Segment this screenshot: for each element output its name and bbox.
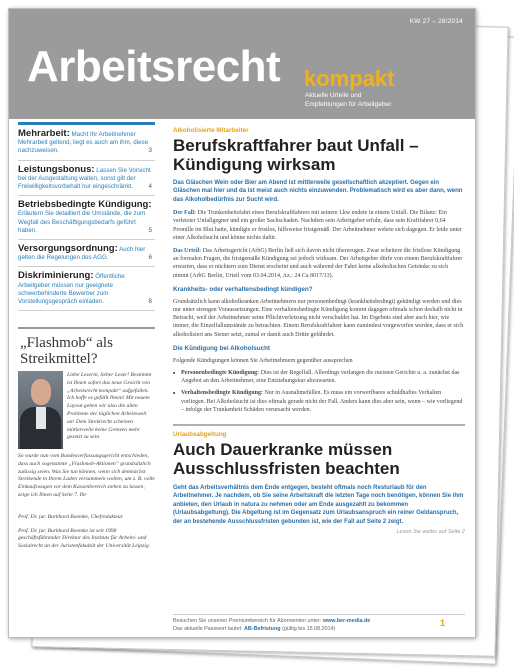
masthead-subtitle: Aktuelle Urteile und Empfehlungen für Arbeitgeber (305, 92, 392, 108)
article-paragraph: Folgende Kündigungen können Sie Arbeitnehmern gegenüber aussprechen (173, 357, 353, 364)
article-headline: Berufskraftfahrer baut Unfall – Kündigung wirksam (173, 136, 419, 174)
toc-page-number: 3 (148, 147, 152, 155)
premium-url-link[interactable]: www.ber-media.de (322, 618, 371, 624)
section-divider (173, 424, 465, 426)
editorial-box (18, 327, 155, 634)
toc-item[interactable]: Diskriminierung: Öffentliche Arbeitgeber müssen nur geeignete schwerbehinderte Bewerber zum Vorstellungsgespräch einladen. 8 (18, 267, 155, 311)
editorial-title: „Flashmob“ als Streikmittel? (20, 335, 113, 367)
editorial-signature: Prof. Dr. jur. Burkhard Boemke, Chefredakteur (18, 513, 123, 520)
editorial-text-right: Liebe Leserin, lieber Leser! Bestimmt ist Ihnen sofort das neue Gesicht von „Arbeitsrecht kompakt“ aufgefallen. Ich hoffe es gefällt Ihnen! Mit neuem Layout geben wir also die alten Probleme der täglichen Arbeitswelt an! Dem Streikrecht scheinen mittlerweile keine Grenzen mehr gesetzt zu sein. (67, 372, 152, 441)
editor-portrait (18, 371, 63, 449)
bullet-item: ■ Verhaltensbedingte Kündigung: Nur in Ausnahmefällen. Es muss ein vorwerfbares schuldhaftes Verhalten vorliegen. Bei Alkoholsucht ist dies oftmals gerade nicht der Fall. Anders kann dies aber sein, wenn – wie vorliegend – infolge der Trunkenheit Schäden verursacht werden. (173, 389, 465, 414)
article-headline: Auch Dauerkranke müssen Ausschlussfristen beachten (173, 440, 400, 479)
page-footer: Besuchen Sie unseren Premiumbereich für Abonnenten unter: www.ber-media.de Das aktuelle Passwort lautet: AB-Befristung (gültig bis 15.08.2014) 1 (173, 614, 465, 633)
masthead-title: Arbeitsrecht (27, 42, 281, 91)
table-of-contents (18, 122, 155, 311)
toc-item[interactable]: Mehrarbeit: Macht Ihr Arbeitnehmer Mehrarbeit geltend, liegt es auch am ihm, diese nachzuweisen. 3 (18, 122, 155, 161)
continue-reading-link[interactable]: Lesen Sie weiter auf Seite 2 (396, 529, 465, 536)
page-number: 1 (439, 618, 445, 628)
toc-item[interactable]: Leistungsbonus: Lassen Sie Vorsicht bei der Ausgestaltung walten, sonst gilt der Freiwilligkeitsvorbehalt nur eingeschränkt. 4 (18, 161, 155, 197)
toc-page-number: 6 (148, 254, 152, 262)
editorial-text-full: So wurde nun vom Bundesverfassungsgericht entschieden, dass auch sogenannte „Flashmob-Aktionen“ grundsätzlich zulässig seien. Was Sie tun können, wenn sich demnächst Streikende in Ihrem Laden versammeln wollen, um z. B. volle Einkaufswagen vor dem Kassenbereich stehen zu lassen, zeige ich Ihnen auf Seite 7. Ihr Prof. Dr. jur. Burkhard Boemke, Chefredakteur Prof. Dr. jur. Burkhard Boemke ist seit 1998 geschäftsführender Direktor des Instituts für Arbeits- und Sozialrecht an der Juristenfakultät der Universität Leipzig. (18, 453, 155, 550)
masthead-title-accent: kompakt (304, 66, 395, 91)
article-paragraph: Grundsätzlich kann alkoholkranken Arbeitnehmern nur personenbedingt (krankheitsbedingt) gekündigt werden und dies nur unter strengen Voraussetzungen. Eine verhaltensbedingte Kündigung kommt dagegen oftmals schon deshalb nicht in Betracht, weil der Arbeitnehmer seine Pflichtverletzung nicht verschuldet hat. Im Ergebnis sind aber auch hier, wie immer, die Einzelfallumstände zu betrachten. Einem Berufskraftfahrer kann zumindest vorgeworfen werden, dass er sich alkoholisiert ans Steuer setzt, zumal er damit auch Dritte gefährdet. (173, 298, 464, 338)
issue-label: KW 27 – 28/2014 (409, 18, 463, 25)
article-subheading: Die Kündigung bei Alkoholsucht (173, 344, 271, 352)
toc-page-number: 5 (148, 226, 152, 234)
article-paragraph: Das Urteil: Das Arbeitsgericht (ArbG) Berlin ließ sich davon nicht überzeugen. Zwar scheitere die fristlose Kündigung an formalen Fragen, die fristgemäße Kündigung sei jedoch wirksam. Der Arbeitgeber dürfe von einem Berufskraftfahrer erwarten, dass er nüchtern zum Dienst erscheint und auch während der Fahrt keine alkoholischen Getränke zu sich nimmt (ArbG Berlin, Urteil vom 03.04.2014, Az.: 24 Ca 8017/13). (173, 248, 463, 279)
article-subheading: Krankheits- oder verhaltensbedingt kündigen? (173, 285, 313, 293)
toc-item[interactable]: Versorgungsordnung: Auch hier gelten die Regelungen des AGG. 6 (18, 240, 155, 267)
editor-bio: Prof. Dr. jur. Burkhard Boemke ist seit 1998 geschäftsführender Direktor des Instituts für Arbeits- und Sozialrecht an der Juristenfakultät der Universität Leipzig. (18, 527, 151, 550)
main-column (173, 127, 465, 535)
bullet-item: ■ Personenbedingte Kündigung: Dies ist der Regelfall. Allerdings verlangen die meisten Gerichte u. a. zunächst das Angebot an den Arbeitnehmer, eine Entziehungskur abzuwarten. (173, 369, 465, 385)
article-kicker: Urlaubsabgeltung (173, 431, 227, 439)
masthead (9, 9, 475, 119)
article-lead: Geht das Arbeitsverhältnis dem Ende entgegen, besteht oftmals noch Resturlaub für den Arbeitnehmer. Je nachdem, ob Sie seine Arbeitskraft die letzten Tage noch benötigen, können Sie ihm anbieten, den Urlaub in natura zu nehmen oder am Ende ausgezahlt zu bekommen (Urlaubsabgeltung). Die Abgeltung ist im Gegensatz zum Urlaubsanspruch ein reiner Geldanspruch, der an bestehende Ausschlussfristen gebunden ist, wie der Fall auf Seite 2 zeigt. (173, 485, 464, 525)
toc-page-number: 4 (148, 183, 152, 191)
password-value: AB-Befristung (244, 625, 281, 632)
article-kicker: Alkoholisierte Mitarbeiter (173, 127, 249, 134)
toc-page-number: 8 (148, 298, 152, 306)
newsletter-cover-page (8, 8, 476, 638)
toc-item[interactable]: Betriebsbedingte Kündigung: Erläutern Sie detailliert die Umstände, die zum Wegfall des Beschäftigungsbedarfs geführt haben. 5 (18, 196, 155, 240)
article-lead: Das Gläschen Wein oder Bier am Abend ist mittlerweile gesellschaftlich akzeptiert. Gegen ein Gläschen mal hier und da ist meist auch nichts einzuwenden. Problematisch wird es aber dann, wenn das Alkoholbedürfnis zur Sucht wird. (173, 180, 463, 203)
article-paragraph: Der Fall: Die Trunkenheitsfahrt eines Berufskraftfahrers mit seinem Lkw endete in einem Unfall. Die Bilanz: Ein verletzter Unfallgegner und ein großer Sachschaden. Nachdem sein Arbeitgeber erfuhr, dass sein Kraftfahrer 0,64 Promille im Blut hatte, kündigte er fristlos, hilfsweise fristgemäß. Der Arbeitnehmer wehrte sich dagegen. Er leide unter einer Alkoholsucht und könne nichts dafür. (173, 210, 462, 241)
